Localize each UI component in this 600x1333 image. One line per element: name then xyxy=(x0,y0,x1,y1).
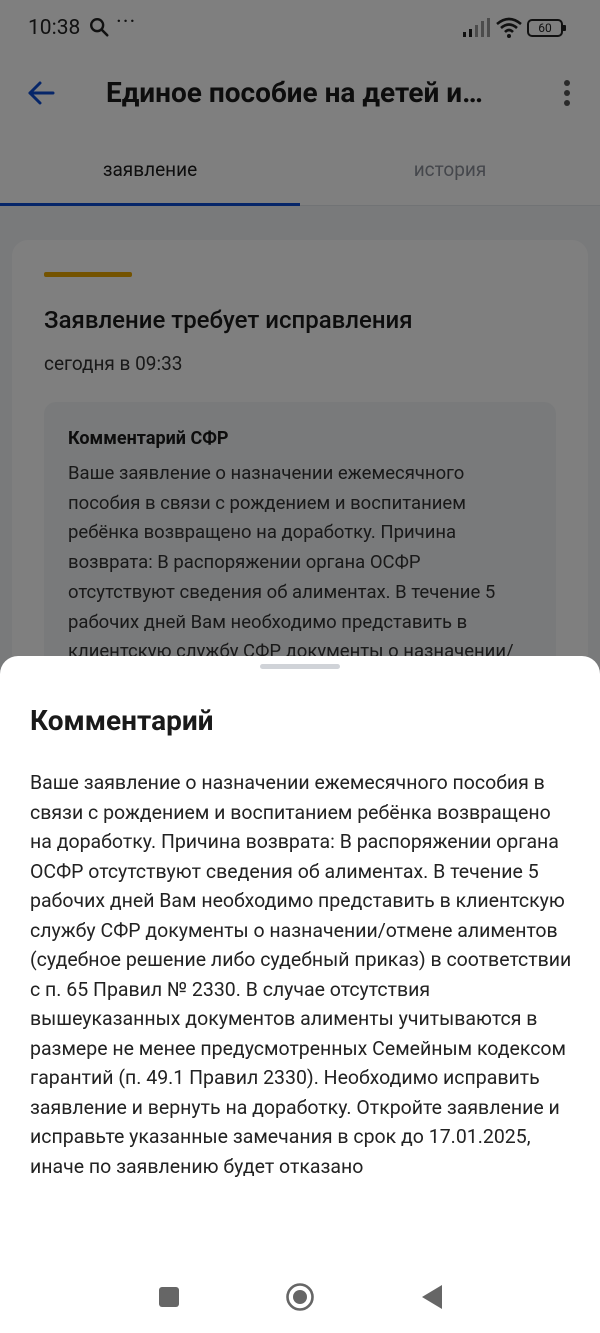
system-nav-bar xyxy=(0,1260,600,1333)
nav-back-icon[interactable] xyxy=(420,1284,444,1310)
home-icon[interactable] xyxy=(285,1282,315,1312)
sheet-drag-handle[interactable] xyxy=(260,664,340,669)
recents-icon[interactable] xyxy=(159,1287,179,1307)
comment-bottom-sheet xyxy=(0,656,600,1333)
sheet-title: Комментарий xyxy=(30,704,214,737)
sheet-comment-text: Ваше заявление о назначении ежемесячного пособия в связи с рождением и воспитанием ребёнка возвращено на доработку. Причина возврата: В распоряжении органа ОСФР отсутствуют сведения об алиментах. В течение 5 рабочих дней Вам необходимо представить в клиентскую службу СФР документы о назначении/отмене алиментов (судебное решение либо судебный приказ) в соответствии с п. 65 Правил № 2330. В случае отсутствия вышеуказанных документов алименты учитываются в размере не менее предусмотренных Семейным кодексом гарантий (п. 49.1 Правил 2330). Необходимо исправить заявление и вернуть на доработку. Откройте заявление и исправьте указанные замечания в срок до 17.01.2025, иначе по заявлению будет отказано xyxy=(30,771,572,1178)
